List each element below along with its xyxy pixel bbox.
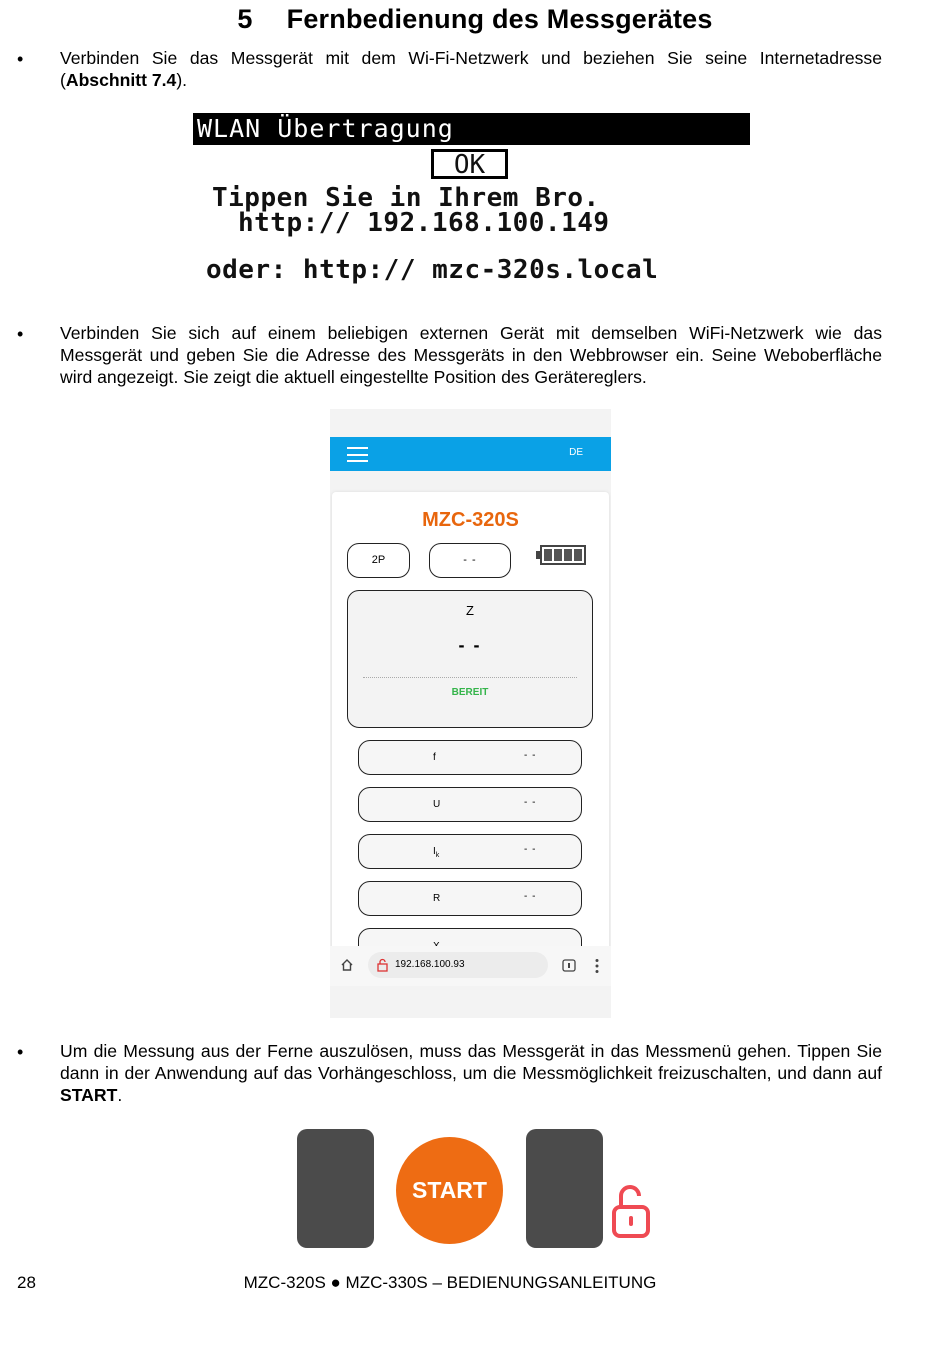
left-grey-button (297, 1129, 374, 1248)
unlocked-padlock-icon[interactable] (608, 1183, 654, 1241)
section-number: 5 (237, 4, 253, 34)
tabs-icon[interactable] (562, 959, 576, 972)
right-grey-button (526, 1129, 603, 1248)
paragraph-2: Verbinden Sie sich auf einem beliebigen externen Gerät mit demselben WiFi-Netzwerk wie das Messgerät und geben Sie die Adresse des Messgeräts in den Webbrowser ein. Seine Weboberfläche wird angezeigt. Sie zeigt die aktuell eingestellte Position des Gerätereglers. (60, 323, 882, 387)
lcd-line-2: http:// 192.168.100.149 (238, 208, 610, 238)
section-heading (0, 4, 950, 35)
bullet-1: • (17, 49, 24, 69)
paragraph-3: Um die Messung aus der Ferne auszulösen, muss das Messgerät in das Messmenü gehen. Tippen Sie dann in der Anwendung auf das Vorhängeschloss, um die Messmöglichkeit freizuschalten, und dann auf START. (60, 1041, 882, 1105)
result-row-u: U - - (358, 787, 582, 822)
panel-divider (363, 677, 577, 678)
result-row-ik: $I_k$ - - (358, 834, 582, 869)
section-title: Fernbedienung des Messgerätes (286, 4, 713, 34)
url-field[interactable]: 192.168.100.93 (368, 952, 548, 978)
bullet-3: • (17, 1042, 24, 1062)
phone-screenshot (330, 409, 611, 1018)
browser-address-bar (330, 946, 611, 986)
panel-label: Z (466, 603, 474, 618)
language-selector[interactable]: DE (569, 447, 583, 458)
measurement-panel (347, 590, 593, 728)
start-reference: START (60, 1085, 118, 1105)
hamburger-menu-icon[interactable] (347, 447, 368, 462)
home-icon[interactable] (340, 958, 354, 972)
lcd-line-3: oder: http:// mzc-320s.local (206, 255, 659, 285)
lcd-ok-button: OK (431, 149, 508, 179)
battery-icon (540, 545, 586, 565)
mode-button[interactable]: 2P (347, 543, 410, 578)
footer-title: MZC-320S ● MZC-330S – BEDIENUNGSANLEITUNG (243, 1273, 657, 1292)
lcd-title: WLAN Übertragung (193, 113, 750, 145)
section-reference: Abschnitt 7.4 (65, 70, 177, 90)
more-menu-icon[interactable] (594, 958, 600, 974)
page-number: 28 (17, 1273, 36, 1292)
app-top-bar (330, 437, 611, 471)
result-row-r: R - - (358, 881, 582, 916)
paragraph-1: Verbinden Sie das Messgerät mit dem Wi-Fi-Netzwerk und beziehen Sie seine Internetadresse (Abschnitt 7.4). (60, 48, 882, 90)
range-button[interactable]: - - (429, 543, 511, 578)
bullet-2: • (17, 324, 24, 344)
insecure-lock-icon (376, 958, 390, 972)
lcd-line-1: Tippen Sie in Ihrem Bro. (212, 183, 600, 213)
app-title: MZC-320S (422, 509, 519, 531)
result-row-f: f - - (358, 740, 582, 775)
device-lcd-screen (193, 113, 750, 293)
status-text: BEREIT (451, 687, 489, 698)
start-button[interactable]: START (396, 1137, 503, 1244)
panel-value: - - (458, 635, 482, 655)
